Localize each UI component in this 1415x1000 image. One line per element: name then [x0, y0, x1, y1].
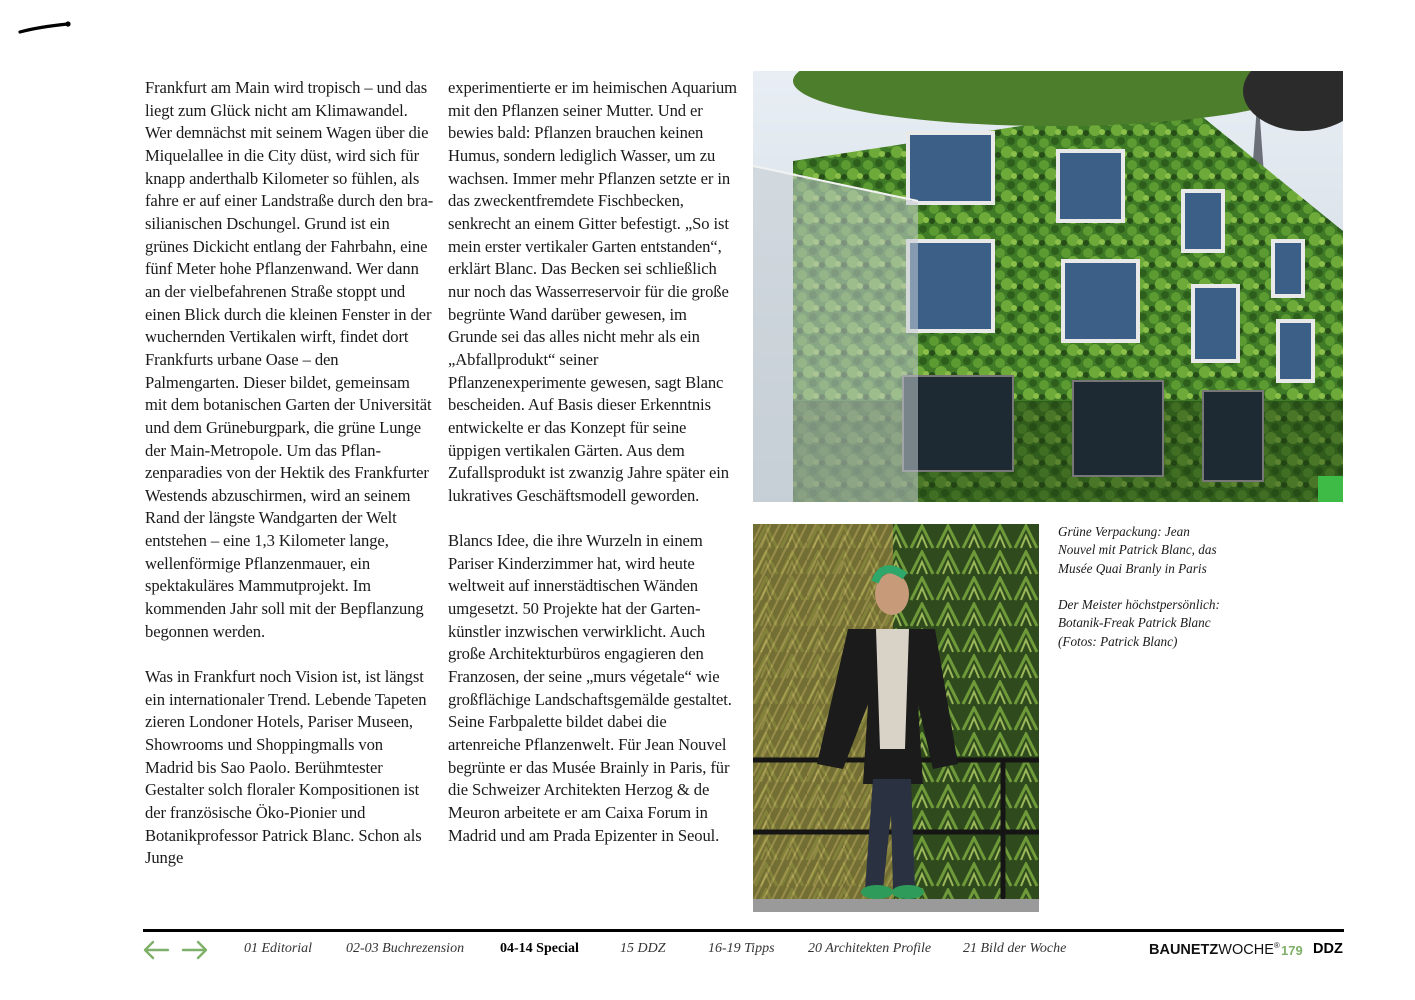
article-column-1 — [145, 77, 435, 870]
brand-light: WOCHE — [1218, 941, 1274, 958]
brand-logo — [1149, 941, 1280, 958]
caption-line: Musée Quai Branly in Paris — [1058, 560, 1207, 576]
brand-bold: BAUNETZ — [1149, 941, 1219, 958]
nav-buchrezension[interactable]: 02-03 Buchrezension — [346, 941, 465, 956]
brand-mark: ® — [1273, 941, 1280, 950]
arrow-left-icon[interactable] — [142, 939, 170, 961]
nav-editorial[interactable]: 01 Editorial — [244, 941, 313, 956]
issue-number: 179 — [1281, 943, 1303, 958]
article-paragraph: Frankfurt am Main wird tropisch – und das liegt zum Glück nicht am Klimawandel. Wer demnächst mit seinem Wagen über die Miquelallee in die City düst, wird sich für knapp anderthalb Kilometer so fühlen, als fahre er auf einer Landstraße durch den brasilianischen Dschungel. Grund ist ein grünes Dickicht entlang der Fahrbahn, eine fünf Meter hohe Pflanzenwand. Wer dann an der vielbefahrenen Straße stoppt und einen Blick durch die kleinen Fenster in der wuchernden Vertikalen wirft, findet dort Frankfurts urbane Oase – den Palmengarten. Dieser bildet, gemeinsam mit dem botanischen Garten der Universität und dem Grüneburgpark, die grüne Lunge der Main-Metropole. Um das Pflanzenparadies von der Hektik des Frankfurter Westends abzuschirmen, wird an seinem Rand der längste Wandgarten der Welt entstehen – eine 1,3 Kilometer lange, wellenförmige Pflanzenmauer, ein spektakuläres Mammutprojekt. Im kommenden Jahr soll mit der Bepflanzung begonnen werden. — [145, 78, 434, 641]
article-column-2 — [448, 77, 738, 847]
footer-rule — [143, 929, 1344, 932]
photo-musee-quai-branly — [753, 71, 1343, 502]
nav-special[interactable]: 04-14 Special — [500, 941, 579, 956]
photo-patrick-blanc — [753, 524, 1039, 912]
nav-tipps[interactable]: 16-19 Tipps — [708, 941, 775, 956]
pen-stroke-icon — [18, 18, 72, 36]
caption-line: Der Meister höchstpersönlich: — [1058, 597, 1220, 612]
caption-line: Nouvel mit Patrick Blanc, das — [1058, 542, 1217, 558]
article-paragraph: Was in Frankfurt noch Vision ist, ist längst ein internationaler Trend. Lebende Tapeten zieren Londoner Hotels, Pariser Museen, Showrooms und Shoppingmalls von Madrid bis Sao Paolo. Berühmtester Gestalter solch floraler Kompositionen ist der französische Öko-Pionier und Botanikprofessor Patrick Blanc. Schon als Junge — [145, 667, 427, 868]
section-label: DDZ — [1313, 941, 1343, 957]
caption-line: Botanik-Freak Patrick Blanc — [1058, 615, 1211, 631]
caption-line: Grüne Verpackung: Jean — [1058, 524, 1190, 539]
nav-architekten-profile[interactable]: 20 Architekten Profile — [808, 941, 932, 956]
caption-line: (Fotos: Patrick Blanc) — [1058, 633, 1178, 649]
arrow-right-icon[interactable] — [181, 939, 209, 961]
nav-bild-der-woche[interactable]: 21 Bild der Woche — [963, 941, 1067, 956]
photo-caption-1 — [1058, 523, 1258, 578]
nav-ddz[interactable]: 15 DDZ — [620, 941, 666, 956]
photo-caption-2 — [1058, 596, 1258, 651]
article-paragraph: experimentierte er im heimischen Aquarium mit den Pflanzen seiner Mutter. Und er bewies bald: Pflanzen brauchen keinen Humus, sondern lediglich Wasser, um zu wachsen. Immer mehr Pflanzen setzte er in das zweckentfremdete Fischbecken, senkrecht an einem Gitter befestigt. „So ist mein erster vertikaler Garten entstanden“, erklärt Blanc. Das Becken sei schließlich nur noch das Wasserreservoir für die große begrünte Wand darüber gewesen, im Grunde sei das alles nicht mehr als ein „Abfallprodukt“ seiner Pflanzenexperimente gewesen, sagt Blanc bescheiden. Auf Basis dieser Erkenntnis entwickelte er das Konzept für seine üppigen vertikalen Gärten. Aus dem Zufallsprodukt ist zwanzig Jahre später ein lukratives Geschäftsmodell geworden. — [448, 78, 737, 505]
article-paragraph: Blancs Idee, die ihre Wurzeln in einem Pariser Kinderzimmer hat, wird heute weltweit auf innerstädtischen Wänden umgesetzt. 50 Projekte hat der Gartenkünstler inzwischen verwirklicht. Auch große Architekturbüros engagieren den Franzosen, der seine „murs végetale“ wie großflächige Landschaftsgemälde gestaltet. Seine Farbpalette bildet dabei die artenreiche Pflanzenwelt. Für Jean Nouvel begrünte er das Musée Brainly in Paris, für die Schweizer Architekten Herzog & de Meuron arbeitete er am Caixa Forum in Madrid und am Prada Epizenter in Seoul. — [448, 531, 732, 845]
